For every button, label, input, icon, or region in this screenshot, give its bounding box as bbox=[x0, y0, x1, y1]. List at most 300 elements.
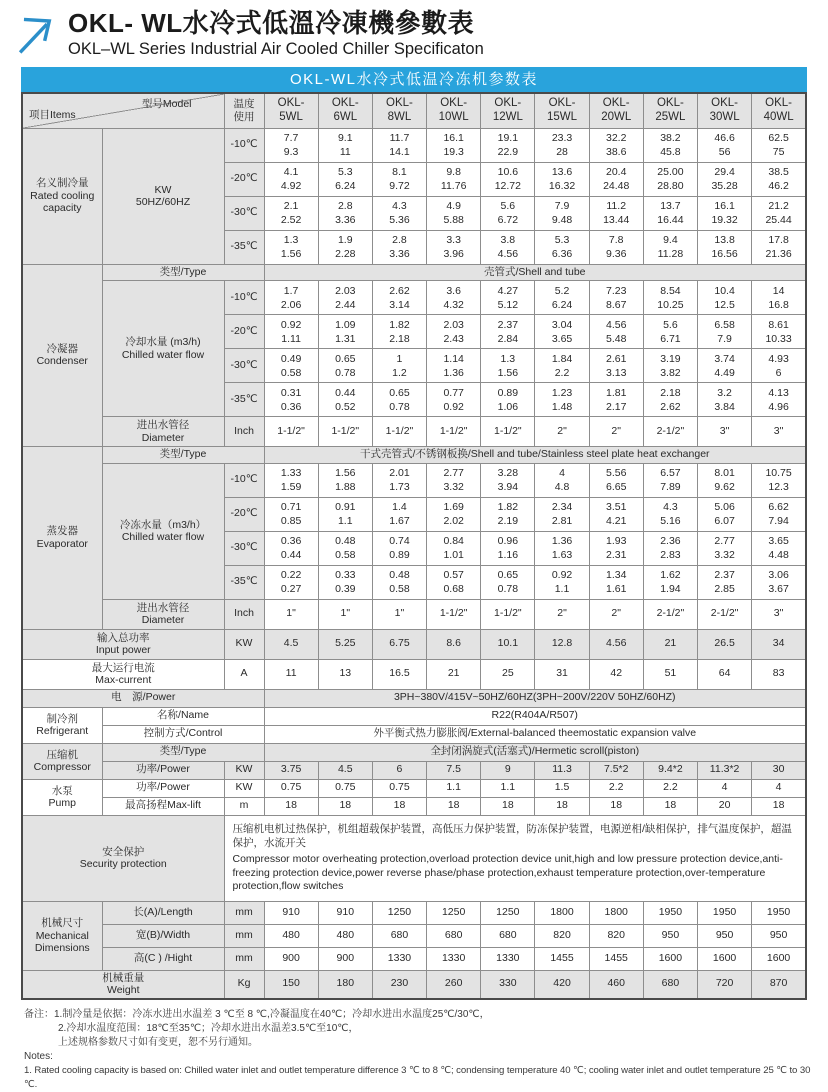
value-cell bbox=[589, 565, 643, 599]
value-cell bbox=[372, 162, 426, 196]
diameter-cell: 1" bbox=[264, 599, 318, 629]
value-cell bbox=[589, 196, 643, 230]
cell-line: 4.32 bbox=[443, 298, 464, 311]
cell-line: 1.56 bbox=[280, 248, 302, 260]
value-cell bbox=[481, 281, 535, 315]
value-cell bbox=[643, 230, 697, 264]
value-cell bbox=[427, 196, 481, 230]
value-cell bbox=[643, 531, 697, 565]
cell-line: 3.74 bbox=[714, 352, 735, 365]
value-cell bbox=[643, 315, 697, 349]
value-cell bbox=[372, 196, 426, 230]
cell-line: 25.00 bbox=[657, 166, 684, 178]
cell-line: 最大运行电流 bbox=[91, 661, 155, 674]
cell-line: 1.1 bbox=[337, 515, 353, 528]
value-cell: 12.8 bbox=[535, 629, 589, 659]
cell-line: 9.62 bbox=[714, 481, 735, 494]
value-cell bbox=[264, 281, 318, 315]
cell-line: 2.28 bbox=[335, 248, 356, 260]
value-cell bbox=[535, 463, 589, 497]
cell-line: 压缩机 bbox=[46, 748, 78, 761]
value-cell: 1.1 bbox=[481, 779, 535, 797]
cell-line: Weight bbox=[107, 984, 140, 997]
cell-line: 2.31 bbox=[606, 549, 627, 562]
cell-line: Rated cooling capacity bbox=[30, 189, 95, 215]
cell-line: 11 bbox=[339, 146, 351, 158]
value-cell: 950 bbox=[752, 924, 806, 947]
cell-line: 0.48 bbox=[335, 535, 356, 548]
cell-line: Input power bbox=[95, 644, 151, 657]
note-line: 备注：1.制冷量是依据：冷冻水进出水温差 3 ℃至 8 ℃,冷凝温度在40℃；冷却水进出水温度25℃/30℃， bbox=[24, 1008, 490, 1020]
cell-line: Condenser bbox=[36, 355, 88, 368]
value-cell: 480 bbox=[264, 924, 318, 947]
value-cell bbox=[318, 565, 372, 599]
cell-line: 13.7 bbox=[660, 200, 681, 212]
cell-line: 28 bbox=[556, 146, 568, 158]
refrigerant-control-value: 外平衡式热力膨胀阀/External-balanced theemostatic expansion valve bbox=[264, 725, 806, 743]
cell-line: 3.94 bbox=[497, 481, 519, 494]
cell-line: 5.12 bbox=[497, 298, 519, 311]
cell-line: 1.84 bbox=[551, 352, 573, 365]
value-cell bbox=[698, 230, 752, 264]
value-cell bbox=[264, 463, 318, 497]
cell-line: 3.6 bbox=[446, 284, 461, 297]
cell-line: 1.2 bbox=[392, 366, 407, 379]
value-cell bbox=[427, 315, 481, 349]
page-title: OKL- WL水冷式低溫冷凍機參數表 bbox=[68, 8, 475, 38]
value-cell bbox=[535, 497, 589, 531]
value-cell bbox=[318, 281, 372, 315]
cell-line: 4.13 bbox=[768, 386, 789, 399]
cell-line: 0.57 bbox=[443, 569, 464, 582]
cell-line: 0.52 bbox=[335, 400, 356, 413]
cell-line: 0.44 bbox=[335, 386, 356, 399]
value-cell bbox=[481, 383, 535, 417]
value-cell bbox=[589, 315, 643, 349]
cell-line: 2.1 bbox=[283, 200, 299, 212]
diameter-cell: 1-1/2" bbox=[427, 599, 481, 629]
cell-line: Pump bbox=[48, 797, 76, 810]
value-cell bbox=[643, 383, 697, 417]
flow-label bbox=[102, 281, 224, 417]
value-cell bbox=[535, 162, 589, 196]
cell-line: 1 bbox=[396, 352, 403, 365]
diameter-label bbox=[102, 599, 224, 629]
temp-cell: -35℃ bbox=[224, 565, 264, 599]
value-cell bbox=[752, 531, 806, 565]
type-value: 干式壳管式/不锈钢板换/Shell and tube/Stainless steel plate heat exchanger bbox=[264, 447, 806, 464]
section-label-condenser bbox=[22, 264, 102, 447]
cell-line: 5.36 bbox=[389, 214, 410, 226]
value-cell bbox=[481, 531, 535, 565]
value-cell: 21 bbox=[643, 629, 697, 659]
value-cell bbox=[643, 196, 697, 230]
cell-line: 9.3 bbox=[283, 146, 299, 158]
value-cell: 460 bbox=[589, 970, 643, 999]
value-cell: 1455 bbox=[589, 947, 643, 970]
cell-line: 1.34 bbox=[606, 569, 627, 582]
section-label-compressor bbox=[22, 743, 102, 779]
value-cell bbox=[372, 463, 426, 497]
cell-line: 名义制冷量 bbox=[36, 177, 89, 190]
cell-line: 6.65 bbox=[606, 481, 627, 494]
table-row bbox=[22, 924, 806, 947]
cell-line: 3.8 bbox=[500, 234, 516, 246]
value-cell bbox=[318, 230, 372, 264]
cell-line: 0.65 bbox=[497, 569, 519, 582]
value-cell: 8.6 bbox=[427, 629, 481, 659]
value-cell: 6 bbox=[372, 761, 426, 779]
table-row bbox=[22, 417, 806, 447]
cell-line: 冷却水量 (m3/h) bbox=[125, 336, 201, 349]
model-header bbox=[427, 93, 481, 128]
cell-line: 7.8 bbox=[608, 234, 624, 246]
value-cell: 34 bbox=[752, 629, 806, 659]
value-cell: 5.25 bbox=[318, 629, 372, 659]
cell-line: 0.78 bbox=[497, 583, 519, 596]
diameter-cell: 3" bbox=[752, 417, 806, 447]
temp-cell: -10℃ bbox=[224, 463, 264, 497]
value-cell: 950 bbox=[698, 924, 752, 947]
cell-line: 2.85 bbox=[714, 583, 735, 596]
model-header bbox=[318, 93, 372, 128]
security-text bbox=[224, 815, 806, 901]
cell-line: 7.7 bbox=[283, 132, 299, 144]
value-cell bbox=[589, 531, 643, 565]
cell-line: 进出水管径 bbox=[136, 419, 190, 432]
cell-line: 8.67 bbox=[606, 298, 627, 311]
cell-line: 机械尺寸 bbox=[41, 917, 84, 930]
cell-line: 温度 bbox=[233, 98, 255, 111]
cell-line: 4.8 bbox=[554, 481, 570, 494]
cell-line: 7.23 bbox=[606, 284, 627, 297]
cell-line: 75 bbox=[772, 146, 785, 158]
arrow-up-right-icon bbox=[14, 10, 60, 58]
cell-line: 机械重量 bbox=[102, 971, 145, 984]
value-cell: 1330 bbox=[427, 947, 481, 970]
cell-line: 4.9 bbox=[446, 200, 461, 212]
cell-line: 56 bbox=[718, 146, 731, 158]
cell-line: Max-current bbox=[95, 674, 152, 687]
cell-line: 0.96 bbox=[497, 535, 519, 548]
diameter-cell: 1-1/2" bbox=[481, 599, 535, 629]
cell-line: 0.33 bbox=[335, 569, 356, 582]
table-row bbox=[22, 264, 806, 281]
cell-line: 8.54 bbox=[660, 284, 681, 297]
cell-line: 0.65 bbox=[389, 386, 410, 399]
table-row bbox=[22, 743, 806, 761]
cell-line: 5.2 bbox=[554, 284, 570, 297]
cell-line: 29.4 bbox=[714, 166, 735, 178]
temp-cell: -30℃ bbox=[224, 531, 264, 565]
cell-line: 38.5 bbox=[768, 166, 789, 178]
cell-line: 1.9 bbox=[337, 234, 353, 246]
cell-line: 38.6 bbox=[606, 146, 627, 158]
compressor-type-value: 全封闭涡旋式(活塞式)/Hermetic scroll(piston) bbox=[264, 743, 806, 761]
table-row bbox=[22, 447, 806, 464]
cell-line: 2.44 bbox=[335, 298, 356, 311]
unit-cell: KW bbox=[224, 779, 264, 797]
cell-line: 0.92 bbox=[551, 569, 573, 582]
cell-line: 5.48 bbox=[606, 332, 627, 345]
cell-line: 19.3 bbox=[443, 146, 464, 158]
value-cell: 18 bbox=[643, 797, 697, 815]
value-cell: 150 bbox=[264, 970, 318, 999]
value-cell bbox=[698, 128, 752, 162]
cell-line: 12.5 bbox=[714, 298, 735, 311]
cell-line: 3.28 bbox=[497, 467, 519, 480]
value-cell bbox=[643, 565, 697, 599]
cell-line: 2.61 bbox=[606, 352, 627, 365]
cell-line: 冷冻水量（m3/h） bbox=[119, 518, 207, 531]
cell-line: 6.58 bbox=[714, 318, 735, 331]
cell-line: 1.3 bbox=[283, 234, 299, 246]
value-cell: 0.75 bbox=[318, 779, 372, 797]
cell-line: 3.13 bbox=[606, 366, 627, 379]
diameter-cell: 2-1/2" bbox=[698, 599, 752, 629]
diameter-cell: 2-1/2" bbox=[643, 599, 697, 629]
cell-line: Refrigerant bbox=[36, 725, 89, 738]
cell-line: 0.31 bbox=[280, 386, 302, 399]
table-row bbox=[22, 797, 806, 815]
type-value: 壳管式/Shell and tube bbox=[264, 264, 806, 281]
value-cell bbox=[643, 349, 697, 383]
table-row bbox=[22, 707, 806, 725]
cell-line: 50HZ/60HZ bbox=[135, 196, 191, 208]
cell-line: 4 bbox=[559, 467, 565, 480]
value-cell bbox=[427, 497, 481, 531]
cell-line: 0.84 bbox=[443, 535, 464, 548]
cell-line: 1.3 bbox=[500, 352, 516, 365]
cell-line: 0.48 bbox=[389, 569, 410, 582]
cell-line: 7.94 bbox=[768, 515, 789, 528]
cell-line: 5.16 bbox=[660, 515, 681, 528]
value-cell: 820 bbox=[535, 924, 589, 947]
value-cell: 2.2 bbox=[643, 779, 697, 797]
compressor-type-label: 类型/Type bbox=[102, 743, 264, 761]
cell-line: 38.2 bbox=[660, 132, 681, 144]
cell-line: 0.71 bbox=[280, 501, 302, 514]
cell-line: 2.18 bbox=[660, 386, 681, 399]
value-cell: 1.5 bbox=[535, 779, 589, 797]
cell-line: 8.61 bbox=[768, 318, 789, 331]
cell-line: 10.75 bbox=[765, 467, 792, 480]
cell-line: 1.63 bbox=[551, 549, 573, 562]
value-cell bbox=[589, 349, 643, 383]
value-cell: 1950 bbox=[752, 901, 806, 924]
value-cell bbox=[752, 383, 806, 417]
power-supply-value: 3PH~380V/415V~50HZ/60HZ(3PH~200V/220V 50HZ/60HZ) bbox=[264, 689, 806, 707]
cell-line: 5.3 bbox=[554, 234, 570, 246]
cell-line: 0.77 bbox=[443, 386, 464, 399]
cell-line: 7.89 bbox=[660, 481, 681, 494]
value-cell bbox=[372, 349, 426, 383]
value-cell: 18 bbox=[427, 797, 481, 815]
section-label-pump bbox=[22, 779, 102, 815]
model-header bbox=[752, 93, 806, 128]
value-cell: 13 bbox=[318, 659, 372, 689]
security-text-line: Compressor motor overheating protection,overload protection device unit,high and low pressure protection device,anti-freezing protection device,power reverse phase/phase protection,exhaust temperature protection,over-temperature protection,flow switches bbox=[232, 853, 783, 893]
cell-line: 7.9 bbox=[554, 200, 570, 212]
value-cell: 4 bbox=[752, 779, 806, 797]
value-cell: 910 bbox=[264, 901, 318, 924]
value-cell bbox=[589, 497, 643, 531]
cell-line: 2.77 bbox=[443, 467, 464, 480]
cell-line: 3.06 bbox=[768, 569, 789, 582]
cell-line: 2.37 bbox=[714, 569, 735, 582]
cell-line: 2.8 bbox=[392, 234, 407, 246]
cell-line: 2.18 bbox=[389, 332, 410, 345]
cell-line: 6WL bbox=[333, 110, 358, 123]
cell-line: 12.3 bbox=[768, 481, 789, 494]
cell-line: 2.84 bbox=[497, 332, 519, 345]
flow-label bbox=[102, 463, 224, 599]
model-header bbox=[264, 93, 318, 128]
temp-cell: -10℃ bbox=[224, 281, 264, 315]
temp-cell: -35℃ bbox=[224, 230, 264, 264]
value-cell: 18 bbox=[372, 797, 426, 815]
cell-line: 1.7 bbox=[283, 284, 299, 297]
cell-line: 2.36 bbox=[660, 535, 681, 548]
value-cell: 1330 bbox=[372, 947, 426, 970]
cell-line: 23.3 bbox=[551, 132, 573, 144]
max_current-label bbox=[22, 659, 224, 689]
title-text bbox=[68, 8, 484, 60]
diameter-cell: 1-1/2" bbox=[264, 417, 318, 447]
value-cell: 680 bbox=[643, 970, 697, 999]
model-header bbox=[481, 93, 535, 128]
unit-cell: KW bbox=[224, 629, 264, 659]
cell-line: 0.44 bbox=[280, 549, 302, 562]
cell-line: 13.44 bbox=[603, 214, 630, 226]
value-cell: 1455 bbox=[535, 947, 589, 970]
value-cell: 680 bbox=[372, 924, 426, 947]
cell-line: 16.44 bbox=[657, 214, 684, 226]
section-label-security bbox=[22, 815, 224, 901]
cell-line: 2.02 bbox=[443, 515, 464, 528]
cell-line: 0.78 bbox=[335, 366, 356, 379]
value-cell bbox=[481, 463, 535, 497]
value-cell bbox=[752, 565, 806, 599]
cell-line: 1.56 bbox=[497, 366, 519, 379]
cell-line: 12WL bbox=[492, 110, 523, 123]
value-cell bbox=[535, 531, 589, 565]
value-cell: 720 bbox=[698, 970, 752, 999]
note-line: 上述规格参数尺寸如有变更，恕不另行通知。 bbox=[58, 1036, 258, 1048]
unit-cell: Inch bbox=[224, 599, 264, 629]
model-header bbox=[643, 93, 697, 128]
cell-line: 3.04 bbox=[551, 318, 573, 331]
type-label: 类型/Type bbox=[102, 447, 264, 464]
value-cell bbox=[318, 196, 372, 230]
value-cell bbox=[698, 497, 752, 531]
value-cell: 83 bbox=[752, 659, 806, 689]
cell-line: 11.2 bbox=[606, 200, 627, 212]
cell-line: 0.92 bbox=[443, 400, 464, 413]
cell-line: 3.32 bbox=[443, 481, 464, 494]
cell-line: 5WL bbox=[279, 110, 303, 123]
value-cell bbox=[698, 383, 752, 417]
unit-cell: mm bbox=[224, 901, 264, 924]
value-cell bbox=[643, 128, 697, 162]
cell-line: 5.6 bbox=[663, 318, 678, 331]
value-cell bbox=[372, 565, 426, 599]
cell-line: 1.48 bbox=[551, 400, 573, 413]
value-cell bbox=[589, 128, 643, 162]
cell-line: 20WL bbox=[601, 110, 632, 123]
cell-line: 2.37 bbox=[497, 318, 519, 331]
cell-line: 4.3 bbox=[392, 200, 407, 212]
title-block bbox=[0, 0, 828, 60]
notes-block bbox=[24, 1008, 816, 1092]
cell-line: 4.1 bbox=[283, 166, 299, 178]
value-cell: 330 bbox=[481, 970, 535, 999]
value-cell bbox=[481, 162, 535, 196]
value-cell: 4 bbox=[698, 779, 752, 797]
cell-line: 4.27 bbox=[497, 284, 519, 297]
temp-cell: -35℃ bbox=[224, 383, 264, 417]
cell-line: 0.74 bbox=[389, 535, 410, 548]
cell-line: 输入总功率 bbox=[97, 631, 150, 644]
value-cell bbox=[535, 128, 589, 162]
unit-cell: m bbox=[224, 797, 264, 815]
cell-line: 0.91 bbox=[335, 501, 356, 514]
value-cell: 1600 bbox=[643, 947, 697, 970]
value-cell: 18 bbox=[318, 797, 372, 815]
value-cell: 7.5 bbox=[427, 761, 481, 779]
value-cell bbox=[535, 383, 589, 417]
cell-line: 3.36 bbox=[389, 248, 410, 260]
value-cell: 4.5 bbox=[318, 761, 372, 779]
cell-line: 0.36 bbox=[280, 535, 302, 548]
value-cell bbox=[481, 315, 535, 349]
cell-line: 16.8 bbox=[768, 298, 789, 311]
cell-line: 32.2 bbox=[606, 132, 627, 144]
cell-line: 1.11 bbox=[281, 332, 301, 345]
cell-line: 进出水管径 bbox=[136, 601, 190, 614]
value-cell: 260 bbox=[427, 970, 481, 999]
value-cell bbox=[264, 128, 318, 162]
cell-line: 5.3 bbox=[337, 166, 353, 178]
cell-line: 6.36 bbox=[551, 248, 573, 260]
table-row bbox=[22, 970, 806, 999]
value-cell bbox=[481, 230, 535, 264]
value-cell bbox=[589, 230, 643, 264]
diameter-cell: 1-1/2" bbox=[372, 417, 426, 447]
type-label: 类型/Type bbox=[102, 264, 264, 281]
cell-line: 2.62 bbox=[660, 400, 681, 413]
unit-cell: mm bbox=[224, 924, 264, 947]
cell-line: 6.72 bbox=[497, 214, 519, 226]
cell-line: 0.65 bbox=[335, 352, 356, 365]
spec-table bbox=[21, 92, 807, 1000]
value-cell: 18 bbox=[752, 797, 806, 815]
value-cell bbox=[264, 497, 318, 531]
cell-line: 1.59 bbox=[280, 481, 302, 494]
cell-line: 13.6 bbox=[551, 166, 573, 178]
security-text-line: 压缩机电机过热保护，机组超载保护装置，高低压力保护装置，防冻保护装置，电源逆相/缺相保护，排气温度保护，超温保护，水流开关 bbox=[232, 823, 792, 849]
cell-line: 3.32 bbox=[714, 549, 735, 562]
value-cell: 1950 bbox=[698, 901, 752, 924]
value-cell bbox=[264, 230, 318, 264]
cell-line: 12.72 bbox=[494, 180, 521, 192]
unit-cell: Inch bbox=[224, 417, 264, 447]
cell-line: 3.65 bbox=[551, 332, 573, 345]
temp-use-header bbox=[224, 93, 264, 128]
cell-line: 25.44 bbox=[765, 214, 792, 226]
cell-line: 2.17 bbox=[606, 400, 627, 413]
cell-line: Mechanical Dimensions bbox=[34, 929, 90, 955]
